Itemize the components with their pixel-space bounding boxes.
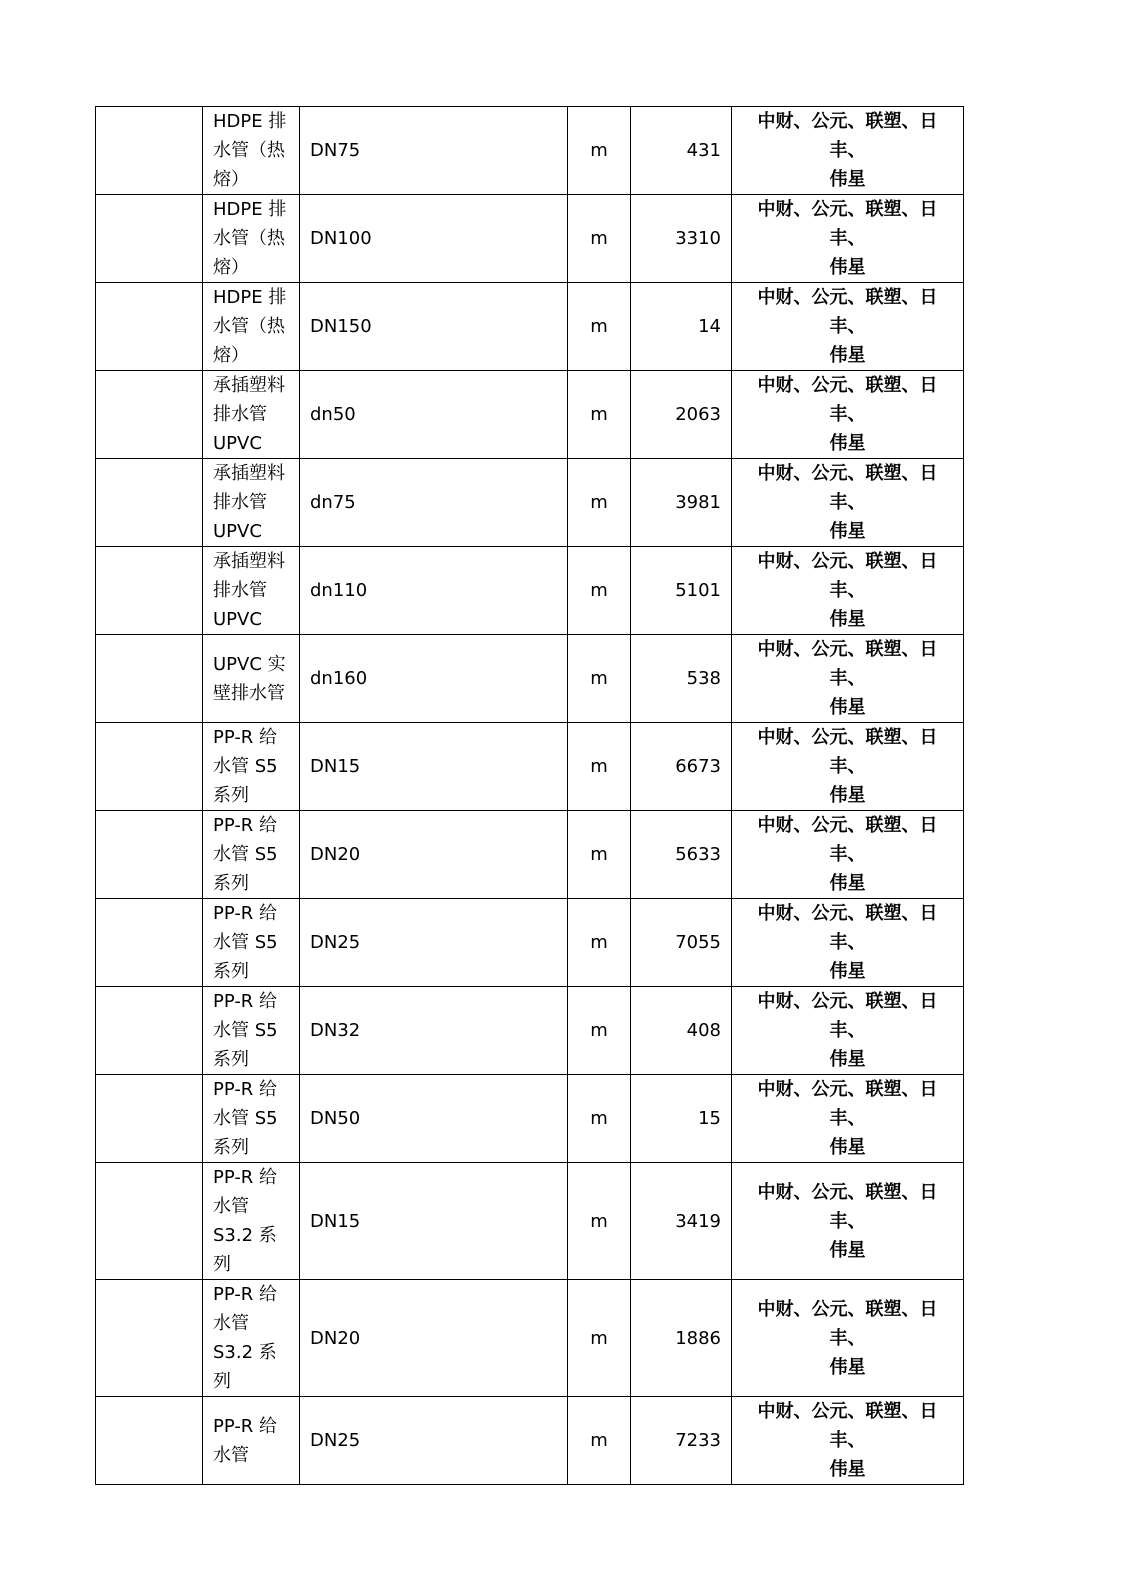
item-name-line: 水管 S5 [213, 756, 278, 777]
spec-cell: dn50 [300, 371, 568, 459]
brands-line: 中财、公元、联塑、日丰、 [757, 551, 938, 601]
quantity-cell: 5633 [631, 811, 732, 899]
table-row [96, 811, 964, 899]
table-row [96, 1280, 964, 1397]
unit-cell: m [568, 1280, 631, 1397]
row-index-cell [96, 1397, 203, 1485]
unit-cell: m [568, 987, 631, 1075]
brands-cell [732, 1163, 964, 1280]
brands-cell [732, 899, 964, 987]
brands-line: 伟星 [829, 521, 866, 542]
row-index-cell [96, 107, 203, 195]
table-row [96, 547, 964, 635]
item-name-line: 熔） [213, 345, 249, 366]
brands-line: 伟星 [829, 961, 866, 982]
item-name-line: 壁排水管 [213, 682, 285, 704]
unit-cell: m [568, 723, 631, 811]
brands-line: 中财、公元、联塑、日丰、 [757, 111, 938, 161]
unit-cell: m [568, 1163, 631, 1280]
item-name-line: 水管（热 [213, 140, 285, 161]
spec-cell: DN150 [300, 283, 568, 371]
table-row [96, 1397, 964, 1485]
table-row [96, 899, 964, 987]
item-name-line: 排水管 [213, 492, 267, 513]
brands-cell [732, 283, 964, 371]
materials-table-body [96, 107, 964, 1485]
item-name-line: HDPE 排 [213, 287, 287, 308]
brands-line: 中财、公元、联塑、日丰、 [757, 639, 938, 689]
item-name-cell [203, 723, 300, 811]
item-name-line: 水管 [213, 1196, 249, 1217]
item-name-line: 水管 [213, 1444, 249, 1466]
brands-cell [732, 987, 964, 1075]
table-row [96, 195, 964, 283]
unit-cell: m [568, 459, 631, 547]
item-name-line: 列 [213, 1254, 231, 1275]
spec-cell: DN100 [300, 195, 568, 283]
brands-line: 伟星 [829, 1356, 866, 1378]
table-row [96, 371, 964, 459]
brands-cell [732, 1280, 964, 1397]
item-name-cell [203, 459, 300, 547]
brands-cell [732, 811, 964, 899]
brands-line: 伟星 [829, 1459, 866, 1480]
item-name-line: UPVC 实 [213, 653, 286, 675]
item-name-line: 排水管 [213, 404, 267, 425]
brands-line: 中财、公元、联塑、日丰、 [757, 287, 938, 337]
item-name-line: PP-R 给 [213, 1415, 278, 1437]
item-name-line: 水管 [213, 1313, 249, 1334]
quantity-cell: 7233 [631, 1397, 732, 1485]
item-name-line: 熔） [213, 257, 249, 278]
spec-cell: dn110 [300, 547, 568, 635]
item-name-cell [203, 1280, 300, 1397]
brands-line: 中财、公元、联塑、日丰、 [757, 1298, 938, 1349]
quantity-cell: 3981 [631, 459, 732, 547]
item-name-line: PP-R 给 [213, 1167, 278, 1188]
unit-cell: m [568, 371, 631, 459]
brands-line: 中财、公元、联塑、日丰、 [757, 1079, 938, 1129]
item-name-line: PP-R 给 [213, 815, 278, 836]
row-index-cell [96, 1280, 203, 1397]
spec-cell: DN75 [300, 107, 568, 195]
item-name-line: HDPE 排 [213, 111, 287, 132]
brands-line: 中财、公元、联塑、日丰、 [757, 727, 938, 777]
item-name-line: 系列 [213, 1049, 249, 1070]
table-row [96, 107, 964, 195]
brands-line: 中财、公元、联塑、日丰、 [757, 1181, 938, 1232]
row-index-cell [96, 635, 203, 723]
quantity-cell: 3310 [631, 195, 732, 283]
table-row [96, 987, 964, 1075]
item-name-line: 水管 S5 [213, 1108, 278, 1129]
brands-line: 中财、公元、联塑、日丰、 [757, 375, 938, 425]
item-name-cell [203, 547, 300, 635]
table-row [96, 459, 964, 547]
unit-cell: m [568, 107, 631, 195]
brands-line: 伟星 [829, 1239, 866, 1261]
spec-cell: DN20 [300, 1280, 568, 1397]
brands-line: 中财、公元、联塑、日丰、 [757, 1401, 938, 1451]
item-name-line: 系列 [213, 873, 249, 894]
brands-cell [732, 1397, 964, 1485]
brands-cell [732, 195, 964, 283]
brands-cell [732, 635, 964, 723]
spec-cell: DN25 [300, 1397, 568, 1485]
table-row [96, 283, 964, 371]
quantity-cell: 14 [631, 283, 732, 371]
item-name-cell [203, 107, 300, 195]
unit-cell: m [568, 547, 631, 635]
item-name-line: S3.2 系 [213, 1342, 277, 1363]
row-index-cell [96, 371, 203, 459]
item-name-cell [203, 1397, 300, 1485]
brands-line: 伟星 [829, 169, 866, 190]
spec-cell: DN50 [300, 1075, 568, 1163]
brands-line: 伟星 [829, 697, 866, 718]
item-name-line: UPVC [213, 609, 262, 630]
item-name-line: PP-R 给 [213, 1284, 278, 1305]
table-row [96, 635, 964, 723]
item-name-cell [203, 899, 300, 987]
brands-line: 伟星 [829, 257, 866, 278]
row-index-cell [96, 459, 203, 547]
spec-cell: DN32 [300, 987, 568, 1075]
row-index-cell [96, 547, 203, 635]
brands-cell [732, 547, 964, 635]
item-name-line: 列 [213, 1371, 231, 1392]
item-name-line: PP-R 给 [213, 727, 278, 748]
row-index-cell [96, 195, 203, 283]
quantity-cell: 3419 [631, 1163, 732, 1280]
brands-cell [732, 1075, 964, 1163]
unit-cell: m [568, 195, 631, 283]
quantity-cell: 538 [631, 635, 732, 723]
quantity-cell: 431 [631, 107, 732, 195]
unit-cell: m [568, 899, 631, 987]
item-name-line: 水管 S5 [213, 1020, 278, 1041]
row-index-cell [96, 1163, 203, 1280]
item-name-line: 承插塑料 [213, 551, 285, 572]
brands-cell [732, 723, 964, 811]
brands-line: 伟星 [829, 345, 866, 366]
brands-line: 中财、公元、联塑、日丰、 [757, 991, 938, 1041]
item-name-cell [203, 811, 300, 899]
brands-line: 伟星 [829, 1137, 866, 1158]
item-name-line: PP-R 给 [213, 1079, 278, 1100]
brands-line: 伟星 [829, 785, 866, 806]
item-name-cell [203, 635, 300, 723]
spec-cell: DN20 [300, 811, 568, 899]
unit-cell: m [568, 1397, 631, 1485]
item-name-line: 水管（热 [213, 316, 285, 337]
spec-cell: DN25 [300, 899, 568, 987]
row-index-cell [96, 723, 203, 811]
unit-cell: m [568, 811, 631, 899]
spec-cell: DN15 [300, 723, 568, 811]
row-index-cell [96, 899, 203, 987]
item-name-line: PP-R 给 [213, 991, 278, 1012]
row-index-cell [96, 811, 203, 899]
item-name-line: 承插塑料 [213, 375, 285, 396]
item-name-line: 系列 [213, 785, 249, 806]
quantity-cell: 1886 [631, 1280, 732, 1397]
item-name-line: 水管（热 [213, 228, 285, 249]
materials-table [95, 106, 964, 1485]
table-row [96, 723, 964, 811]
row-index-cell [96, 283, 203, 371]
item-name-line: S3.2 系 [213, 1225, 277, 1246]
brands-line: 中财、公元、联塑、日丰、 [757, 903, 938, 953]
brands-line: 中财、公元、联塑、日丰、 [757, 463, 938, 513]
item-name-cell [203, 1075, 300, 1163]
item-name-line: 水管 S5 [213, 932, 278, 953]
brands-line: 伟星 [829, 1049, 866, 1070]
spec-cell: DN15 [300, 1163, 568, 1280]
quantity-cell: 7055 [631, 899, 732, 987]
item-name-line: UPVC [213, 433, 262, 454]
item-name-line: 承插塑料 [213, 463, 285, 484]
brands-line: 伟星 [829, 433, 866, 454]
unit-cell: m [568, 283, 631, 371]
spec-cell: dn160 [300, 635, 568, 723]
item-name-cell [203, 987, 300, 1075]
table-row [96, 1163, 964, 1280]
quantity-cell: 408 [631, 987, 732, 1075]
brands-cell [732, 459, 964, 547]
unit-cell: m [568, 1075, 631, 1163]
item-name-line: 水管 S5 [213, 844, 278, 865]
quantity-cell: 15 [631, 1075, 732, 1163]
row-index-cell [96, 1075, 203, 1163]
brands-cell [732, 107, 964, 195]
quantity-cell: 2063 [631, 371, 732, 459]
unit-cell: m [568, 635, 631, 723]
item-name-line: 排水管 [213, 580, 267, 601]
item-name-line: 熔） [213, 169, 249, 190]
item-name-cell [203, 371, 300, 459]
spec-cell: dn75 [300, 459, 568, 547]
brands-line: 中财、公元、联塑、日丰、 [757, 815, 938, 865]
item-name-line: HDPE 排 [213, 199, 287, 220]
brands-cell [732, 371, 964, 459]
table-row [96, 1075, 964, 1163]
item-name-cell [203, 283, 300, 371]
brands-line: 伟星 [829, 873, 866, 894]
item-name-line: UPVC [213, 521, 262, 542]
item-name-cell [203, 195, 300, 283]
brands-line: 伟星 [829, 609, 866, 630]
quantity-cell: 6673 [631, 723, 732, 811]
brands-line: 中财、公元、联塑、日丰、 [757, 199, 938, 249]
item-name-cell [203, 1163, 300, 1280]
item-name-line: PP-R 给 [213, 903, 278, 924]
item-name-line: 系列 [213, 961, 249, 982]
quantity-cell: 5101 [631, 547, 732, 635]
item-name-line: 系列 [213, 1137, 249, 1158]
row-index-cell [96, 987, 203, 1075]
